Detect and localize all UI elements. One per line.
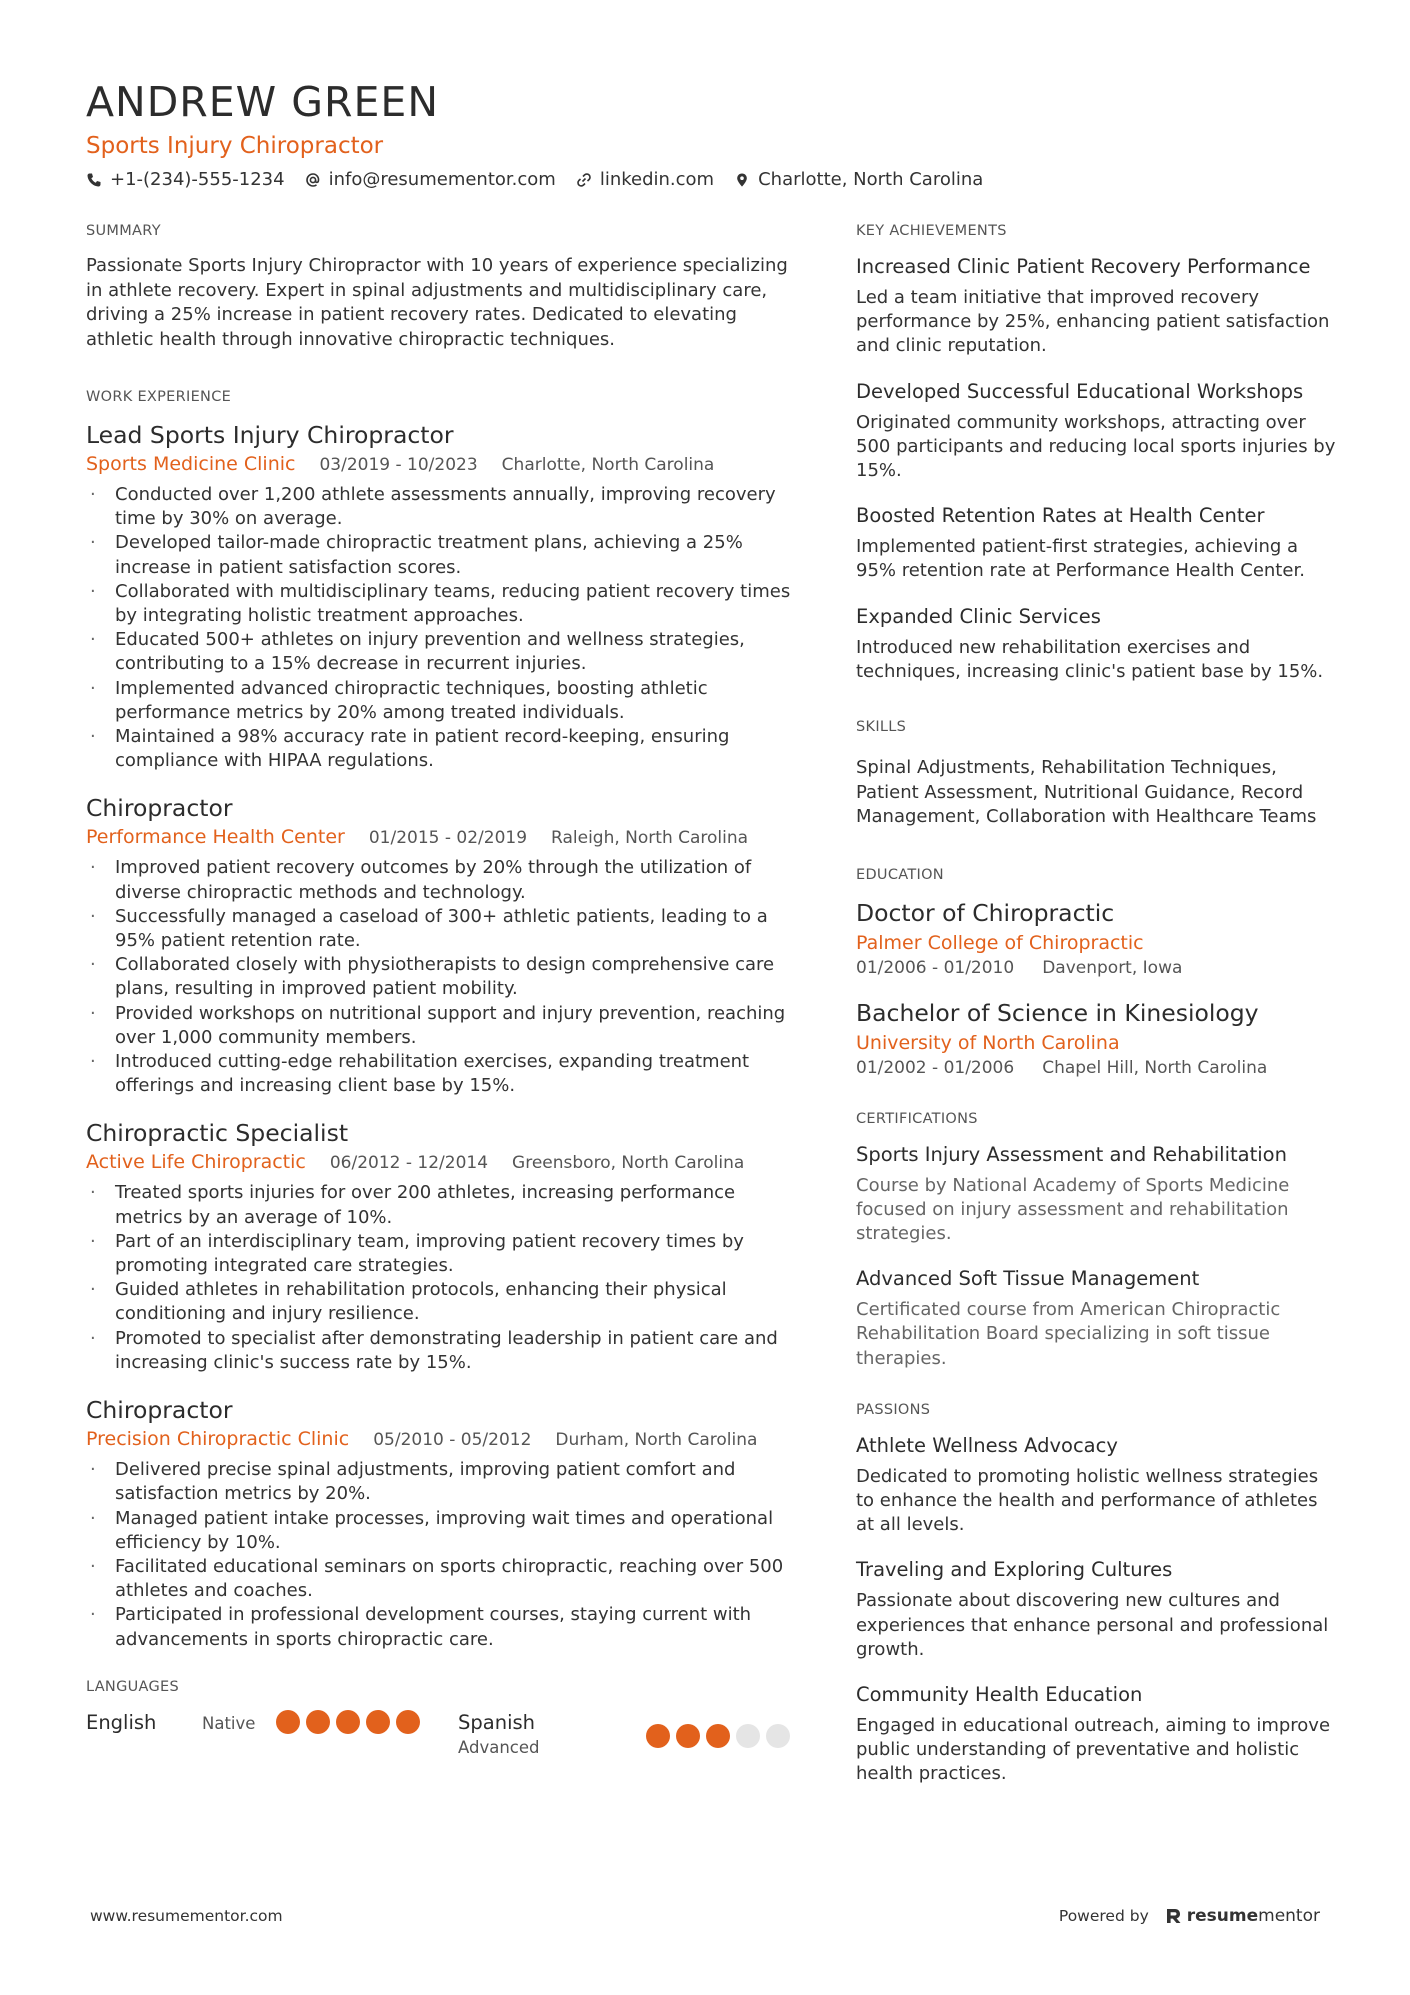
- rating-dot-empty: [766, 1724, 790, 1748]
- certification-item: [856, 1142, 1336, 1247]
- right-column: [856, 222, 1336, 1823]
- education-list: [856, 898, 1336, 1080]
- job-bullets: [86, 483, 806, 773]
- rating-dot-filled: [396, 1710, 420, 1734]
- language-item: [458, 1710, 790, 1760]
- language-item: [86, 1710, 458, 1736]
- language-name: Spanish: [458, 1710, 536, 1734]
- passion-list: [856, 1433, 1336, 1787]
- company-name: Performance Health Center: [86, 826, 345, 849]
- candidate-title: Sports Injury Chiropractor: [86, 133, 384, 159]
- job-meta: [86, 1150, 806, 1175]
- job-meta: [86, 452, 806, 477]
- job-location: Greensboro, North Carolina: [512, 1153, 745, 1174]
- job-title: Chiropractor: [86, 1396, 233, 1425]
- location-pin-icon: [734, 172, 750, 188]
- achievement-title: Expanded Clinic Services: [856, 604, 1101, 628]
- bullet-item: · Delivered precise spinal adjustments, improving patient comfort and satisfaction metrics by 20%.: [86, 1458, 806, 1506]
- contact-linkedin[interactable]: [576, 168, 714, 192]
- job-meta: [86, 825, 806, 850]
- job-list: [86, 420, 806, 1652]
- skills-section: [856, 718, 1336, 830]
- achievement-desc: Introduced new rehabilitation exercises and techniques, increasing clinic's patient base by 15%.: [856, 636, 1324, 682]
- achievements-section: [856, 222, 1336, 684]
- degree-title: Doctor of Chiropractic: [856, 898, 1115, 927]
- job-entry: [86, 1395, 806, 1652]
- job-title: Chiropractic Specialist: [86, 1119, 349, 1148]
- candidate-name: ANDREW GREEN: [86, 78, 439, 126]
- bullet-item: · Participated in professional development courses, staying current with advancements in sports chiropractic care.: [86, 1603, 806, 1651]
- job-dates: 06/2012 - 12/2014: [329, 1153, 489, 1174]
- degree-title: Bachelor of Science in Kinesiology: [856, 998, 1259, 1027]
- bullet-item: · Maintained a 98% accuracy rate in patient record-keeping, ensuring compliance with HIPAA regulations.: [86, 725, 806, 773]
- achievement-desc: Implemented patient-first strategies, achieving a 95% retention rate at Performance Health Center.: [856, 536, 1305, 582]
- bullet-item: · Collaborated with multidisciplinary teams, reducing patient recovery times by integrating holistic treatment approaches.: [86, 580, 806, 628]
- job-entry: [86, 1118, 806, 1375]
- achievements-heading: KEY ACHIEVEMENTS: [856, 223, 1007, 239]
- education-dates: 01/2006 - 01/2010: [856, 957, 1015, 978]
- job-meta: [86, 1427, 806, 1452]
- bullet-item: · Collaborated closely with physiotherapists to design comprehensive care plans, resulting in improved patient mobility.: [86, 953, 806, 1001]
- achievement-title: Increased Clinic Patient Recovery Performance: [856, 255, 1311, 278]
- contact-phone: [86, 168, 285, 192]
- rating-dot-filled: [676, 1724, 700, 1748]
- language-level: Advanced: [458, 1737, 540, 1757]
- contact-location: [734, 168, 983, 192]
- brand-name: resumementor: [1186, 1906, 1320, 1926]
- education-dates: 01/2002 - 01/2006: [856, 1057, 1015, 1078]
- bullet-item: · Developed tailor-made chiropractic treatment plans, achieving a 25% increase in patient satisfaction scores.: [86, 531, 806, 579]
- linkedin-text: linkedin.com: [599, 169, 715, 190]
- footer-website[interactable]: www.resumementor.com: [90, 1907, 283, 1925]
- achievement-list: [856, 254, 1336, 684]
- summary-heading: SUMMARY: [86, 223, 161, 239]
- education-meta: [856, 1056, 1336, 1080]
- bullet-item: · Implemented advanced chiropractic techniques, boosting athletic performance metrics by 20% among treated individuals.: [86, 677, 806, 725]
- rating-dot-filled: [706, 1724, 730, 1748]
- job-dates: 03/2019 - 10/2023: [319, 455, 478, 475]
- bullet-item: · Facilitated educational seminars on sports chiropractic, reaching over 500 athletes and coaches.: [86, 1555, 806, 1603]
- certifications-heading: CERTIFICATIONS: [856, 1110, 978, 1127]
- rating-dot-filled: [646, 1724, 670, 1748]
- job-bullets: [86, 856, 806, 1098]
- summary-text: Passionate Sports Injury Chiropractor with 10 years of experience specializing in athlete recovery. Expert in spinal adjustments and multidisciplinary care, driving a 25% increase in patient recovery rates. Dedicated to elevating athletic health through innovative chiropractic techniques.: [86, 255, 788, 350]
- job-title: Chiropractor: [86, 794, 233, 823]
- link-icon: [576, 172, 592, 188]
- job-dates: 01/2015 - 02/2019: [368, 828, 528, 849]
- resume-header: [86, 78, 1336, 192]
- powered-by-text: Powered by: [1058, 1907, 1149, 1925]
- rating-dot-filled: [306, 1710, 330, 1734]
- location-text: Charlotte, North Carolina: [758, 169, 984, 190]
- languages-section: [86, 1678, 806, 1760]
- experience-section: [86, 388, 806, 1652]
- bullet-item: · Part of an interdisciplinary team, improving patient recovery times by promoting integrated care strategies.: [86, 1230, 806, 1278]
- job-entry: [86, 420, 806, 773]
- job-location: Durham, North Carolina: [555, 1430, 758, 1451]
- achievement-item: [856, 254, 1336, 359]
- languages-heading: LANGUAGES: [86, 1678, 179, 1695]
- bullet-item: · Improved patient recovery outcomes by 20% through the utilization of diverse chiropractic methods and technology.: [86, 856, 806, 904]
- passions-section: [856, 1401, 1336, 1787]
- language-rating: [276, 1710, 420, 1734]
- rating-dot-filled: [366, 1710, 390, 1734]
- bullet-item: · Provided workshops on nutritional support and injury prevention, reaching over 1,000 community members.: [86, 1002, 806, 1050]
- passion-desc: Dedicated to promoting holistic wellness strategies to enhance the health and performance of athletes at all levels.: [856, 1465, 1319, 1536]
- skills-text: Spinal Adjustments, Rehabilitation Techniques, Patient Assessment, Nutritional Guidance, Record Management, Collaboration with Healthcare Teams: [856, 757, 1317, 828]
- rating-dot-filled: [336, 1710, 360, 1734]
- bullet-item: · Educated 500+ athletes on injury prevention and wellness strategies, contributing to a 15% decrease in recurrent injuries.: [86, 628, 806, 676]
- job-dates: 05/2010 - 05/2012: [373, 1430, 532, 1451]
- education-location: Chapel Hill, North Carolina: [1042, 1057, 1268, 1078]
- page-footer: [90, 1906, 1320, 1926]
- achievement-title: Developed Successful Educational Workshops: [856, 379, 1304, 403]
- language-rating: [646, 1724, 790, 1748]
- phone-icon: [86, 172, 102, 188]
- experience-heading: WORK EXPERIENCE: [86, 389, 232, 405]
- job-bullets: [86, 1458, 806, 1652]
- education-heading: EDUCATION: [856, 866, 944, 883]
- bullet-item: · Conducted over 1,200 athlete assessments annually, improving recovery time by 30% on average.: [86, 483, 806, 531]
- achievement-desc: Originated community workshops, attracting over 500 participants and reducing local sports injuries by 15%.: [856, 411, 1336, 482]
- school-name: University of North Carolina: [856, 1031, 1120, 1054]
- bullet-item: · Successfully managed a caseload of 300+ athletic patients, leading to a 95% patient retention rate.: [86, 905, 806, 953]
- education-item: [856, 998, 1336, 1080]
- company-name: Precision Chiropractic Clinic: [86, 1428, 350, 1451]
- summary-section: [86, 222, 806, 352]
- bullet-item: · Managed patient intake processes, improving wait times and operational efficiency by 10%.: [86, 1507, 806, 1555]
- achievement-desc: Led a team initiative that improved recovery performance by 25%, enhancing patient satisfaction and clinic reputation.: [856, 287, 1330, 357]
- school-name: Palmer College of Chiropractic: [856, 931, 1144, 954]
- language-text: [458, 1710, 646, 1760]
- passion-item: [856, 1433, 1336, 1538]
- certification-item: [856, 1266, 1336, 1371]
- certification-desc: Course by National Academy of Sports Medicine focused on injury assessment and rehabilitation strategies.: [856, 1174, 1290, 1244]
- language-list: [86, 1710, 806, 1760]
- company-name: Active Life Chiropractic: [86, 1151, 306, 1174]
- phone-text: +1-(234)-555-1234: [110, 169, 285, 190]
- job-location: Raleigh, North Carolina: [551, 828, 749, 849]
- rating-dot-filled: [276, 1710, 300, 1734]
- company-name: Sports Medicine Clinic: [86, 453, 296, 475]
- email-text: info@resumementor.com: [328, 169, 556, 190]
- certification-desc: Certificated course from American Chiropractic Rehabilitation Board specializing in soft tissue therapies.: [856, 1299, 1281, 1369]
- contact-row: [86, 168, 1336, 192]
- language-name: English: [86, 1710, 157, 1734]
- bullet-item: · Promoted to specialist after demonstrating leadership in patient care and increasing clinic's success rate by 15%.: [86, 1327, 806, 1375]
- achievement-item: [856, 379, 1336, 484]
- brand-logo[interactable]: [1165, 1906, 1320, 1926]
- job-title: Lead Sports Injury Chiropractor: [86, 421, 454, 449]
- passion-item: [856, 1557, 1336, 1662]
- achievement-item: [856, 604, 1336, 684]
- footer-brand: [1059, 1906, 1320, 1926]
- bullet-item: · Guided athletes in rehabilitation protocols, enhancing their physical conditioning and injury resilience.: [86, 1278, 806, 1326]
- contact-email[interactable]: [305, 168, 556, 192]
- left-column: [86, 222, 806, 1796]
- education-location: Davenport, Iowa: [1042, 957, 1183, 978]
- at-icon: [305, 172, 321, 188]
- passion-desc: Passionate about discovering new cultures and experiences that enhance personal and professional growth.: [856, 1590, 1329, 1660]
- certification-list: [856, 1142, 1336, 1371]
- passion-title: Community Health Education: [856, 1682, 1143, 1706]
- skills-heading: SKILLS: [856, 719, 907, 736]
- passion-title: Traveling and Exploring Cultures: [856, 1558, 1173, 1582]
- job-location: Charlotte, North Carolina: [501, 455, 715, 475]
- certification-title: Advanced Soft Tissue Management: [856, 1267, 1200, 1291]
- passion-title: Athlete Wellness Advocacy: [856, 1433, 1118, 1457]
- job-bullets: [86, 1181, 806, 1375]
- certification-title: Sports Injury Assessment and Rehabilitation: [856, 1142, 1287, 1166]
- language-level: Native: [202, 1713, 256, 1733]
- certifications-section: [856, 1110, 1336, 1371]
- bullet-item: · Introduced cutting-edge rehabilitation exercises, expanding treatment offerings and increasing client base by 15%.: [86, 1050, 806, 1098]
- job-entry: [86, 793, 806, 1098]
- passions-heading: PASSIONS: [856, 1401, 931, 1418]
- education-item: [856, 898, 1336, 980]
- passion-item: [856, 1682, 1336, 1787]
- passion-desc: Engaged in educational outreach, aiming to improve public understanding of preventative and holistic health practices.: [856, 1714, 1331, 1785]
- rating-dot-empty: [736, 1724, 760, 1748]
- education-section: [856, 866, 1336, 1080]
- achievement-item: [856, 503, 1336, 583]
- bullet-item: · Treated sports injuries for over 200 athletes, increasing performance metrics by an average of 10%.: [86, 1181, 806, 1229]
- education-meta: [856, 956, 1336, 980]
- achievement-title: Boosted Retention Rates at Health Center: [856, 504, 1265, 528]
- resumementor-logo-icon: [1165, 1907, 1183, 1925]
